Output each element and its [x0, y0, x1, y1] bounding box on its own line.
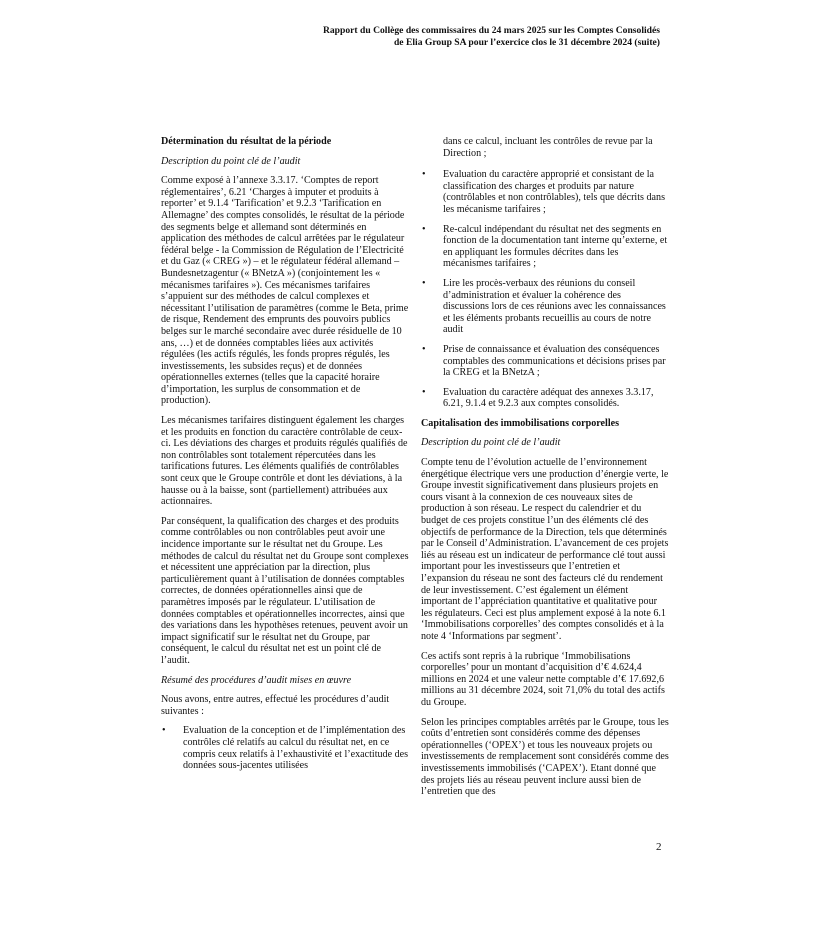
header-line-1: Rapport du Collège des commissaires du 24 mars 2025 sur les Comptes Consolidés — [322, 25, 660, 36]
paragraph: Nous avons, entre autres, effectué les procédures d’audit suivantes : — [161, 694, 390, 717]
list-item — [161, 725, 409, 771]
procedure-list — [161, 725, 409, 771]
list-item-text: Prise de connaissance et évaluation des conséquences comptables des communications et décisions prises par la CREG et la BNetzA ; — [443, 343, 666, 379]
header-line-2: de Elia Group SA pour l’exercice clos le 31 décembre 2024 (suite) — [393, 37, 660, 48]
audit-procedures-heading: Résumé des procédures d’audit mises en œuvre — [161, 674, 352, 686]
paragraph: Comme exposé à l’annexe 3.3.17. ‘Comptes de report réglementaires’, 6.21 ‘Charges à imputer et produits à reporter’ et 9.1.4 ‘Tarification’ et 9.2.3 ‘Tarification en Allemagne’ des comptes consolidés, le résultat de la période des segments belge et allemand sont déterminés en application des méthodes de calcul arrêtées par le régulateur fédéral belge - la Commission de Régulation de l’Electricité et du Gaz (« CREG ») – et le régulateur fédéral allemand – Bundesnetzagentur (« BNetzA ») (conjointement les « mécanismes tarifaires »). Ces mécanismes tarifaires s’appuient sur des méthodes de calcul complexes et nécessitant l’utilisation de paramètres (comme le Beta, prime de risque, Rendement des emprunts des pouvoirs publics belges sur le marché secondaire avec durée résiduelle de 10 ans, …) et de données comptables liées aux activités régulées (les actifs régulés, les fonds propres régulés, les investissements, les subsides reçus) et de données opérationnelles externes (telles que la capacité horaire d’importation, les surplus de consommation et de production). — [161, 175, 409, 407]
procedure-list-continued — [421, 169, 669, 410]
bullet-icon: • — [422, 386, 426, 398]
list-item — [421, 387, 669, 410]
list-item-text: Evaluation du caractère approprié et consistant de la classification des charges et produits par nature (contrôlables et non contrôlables), tels que décrits dans les mécanisme tarifaires ; — [443, 169, 665, 215]
page-header — [323, 25, 660, 49]
bullet-icon: • — [422, 343, 426, 355]
paragraph: Compte tenu de l’évolution actuelle de l’environnement énergétique électrique vers une production d’énergie verte, le Groupe investit significativement dans plusieurs projets en cours visant à la connexion de ces nouveaux sites de production à son réseau. Le respect du calendrier et du budget de ces projets constitue l’un des éléments clé des objectifs de performance de la Direction, tels que déterminés par le Conseil d’Administration. L’avancement de ces projets liés au réseau est un indicateur de performance clé tout aussi important pour les investisseurs que l’entretien et l’expansion du réseau ne sont des facteurs clé du rendement de leur investissement. C’est également un élément important de l’appréciation quantitative et qualitative pour les régulateurs. Ceci est plus amplement exposé à la note 6.1 ‘Immobilisations corporelles’ des comptes consolidés et à la note 4 ‘Informations par segment’. — [421, 457, 669, 642]
list-item-text: Evaluation du caractère adéquat des annexes 3.3.17, 6.21, 9.1.4 et 9.2.3 aux comptes consolidés. — [443, 386, 654, 410]
list-item-text: Re-calcul indépendant du résultat net des segments en fonction de la documentation tant interne qu’externe, et en appliquant les formules décrites dans les mécanismes tarifaires ; — [443, 223, 668, 270]
key-audit-matter-description-heading: Description du point clé de l’audit — [421, 437, 561, 449]
list-item-text: Evaluation de la conception et de l’implémentation des contrôles clé relatifs au calcul du résultat net, en ce compris ceux relatifs à l’exhaustivité et l’exactitude des données sous-jacentes utilisées — [183, 725, 409, 772]
paragraph: Selon les principes comptables arrêtés par le Groupe, tous les coûts d’entretien sont considérés comme des dépenses opérationnelles (‘OPEX’) et tous les nouveaux projets ou investissements de remplacement sont considérés comme des investissements immobilisés (‘CAPEX’). Etant donné que des projets liés au réseau peuvent inclure aussi bien de l’entretien que des — [421, 716, 669, 798]
list-item-text: Lire les procès-verbaux des réunions du conseil d’administration et évaluer la cohérence des discussions lors de ces réunions avec les connaissances et les éléments probants recueillis au cours de notre audit — [443, 277, 666, 336]
section-heading-capitalisation: Capitalisation des immobilisations corporelles — [421, 417, 620, 429]
bullet-icon: • — [422, 223, 426, 235]
right-column — [421, 136, 669, 806]
list-item — [421, 224, 669, 270]
list-item — [421, 278, 669, 336]
bullet-icon: • — [162, 725, 166, 737]
left-column — [161, 136, 409, 780]
key-audit-matter-description-heading: Description du point clé de l’audit — [161, 155, 301, 167]
paragraph: Ces actifs sont repris à la rubrique ‘Immobilisations corporelles’ pour un montant d’acquisition d’€ 4.624,4 millions en 2024 et une valeur nette comptable d’€ 17.692,6 millions au 31 décembre 2024, soit 71,0% du total des actifs du Groupe. — [421, 650, 665, 708]
bullet-icon: • — [422, 277, 426, 289]
bullet-icon: • — [422, 169, 426, 181]
list-item-continuation: dans ce calcul, incluant les contrôles de revue par la Direction ; — [443, 136, 653, 159]
page-number: 2 — [656, 841, 662, 853]
list-item — [421, 344, 669, 379]
list-item — [421, 169, 669, 215]
paragraph: Les mécanismes tarifaires distinguent également les charges et les produits en fonction du caractère contrôlable de ceux-ci. Les déviations des charges et produits régulés qualifiés de non contrôlables sont totalement répercutées dans les tarifications futures. Les éléments qualifiés de contrôlables sont ceux que le Groupe contrôle et dont les déviations, à la hausse ou à la baisse, sont (partiellement) attribuées aux actionnaires. — [161, 415, 408, 508]
paragraph: Par conséquent, la qualification des charges et des produits comme contrôlables ou non contrôlables peut avoir une incidence importante sur le résultat net du Groupe. Les méthodes de calcul du résultat net du Groupe sont complexes et nécessitent une appréciation par la direction, plus particulièrement quant à l’utilisation de données comptables correctes, de données opérationnelles ainsi que de paramètres imposés par le régulateur. L’utilisation de données comptables et opérationnelles incorrectes, ainsi que des variations dans les hypothèses retenues, peuvent avoir un impact significatif sur le résultat net du Groupe, par conséquent, le calcul du résultat net est un point clé de l’audit. — [161, 515, 409, 666]
section-heading-result: Détermination du résultat de la période — [161, 136, 332, 147]
